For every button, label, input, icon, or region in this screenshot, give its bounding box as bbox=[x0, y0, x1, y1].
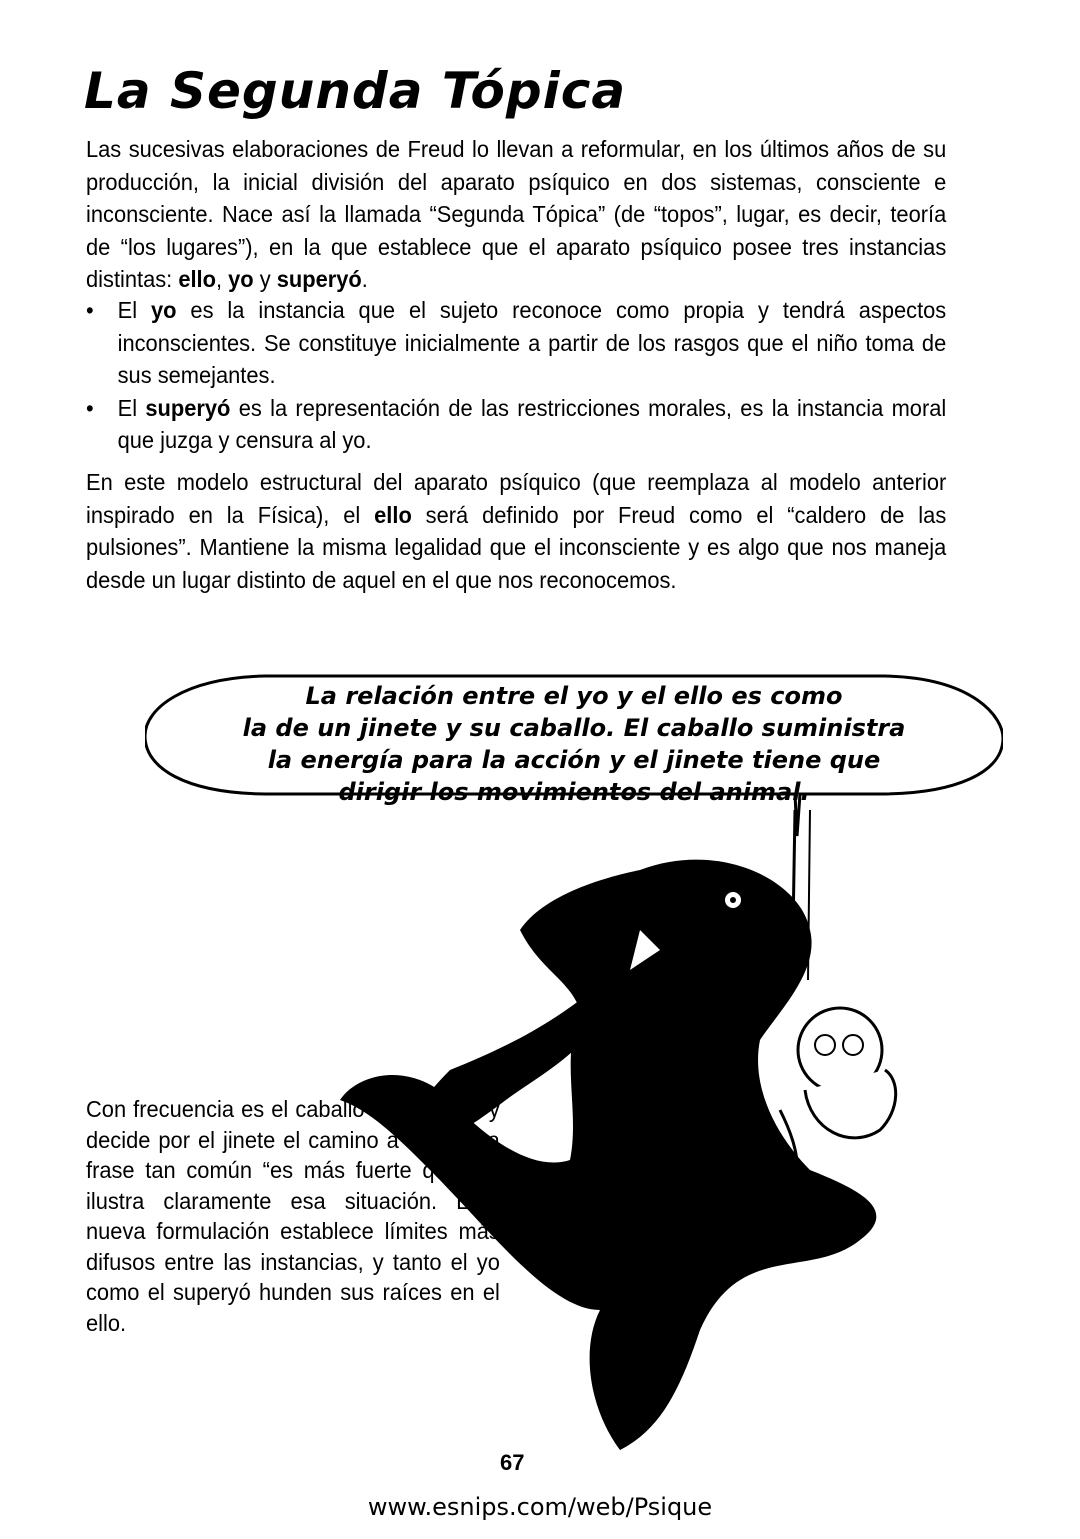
footer-url[interactable]: www.esnips.com/web/Psique bbox=[367, 1493, 713, 1521]
list-item-superyo: • El superyó es la representación de las restricciones morales, es la instancia moral que juzga y censura al yo. bbox=[86, 392, 946, 457]
speech-bubble-text: La relación entre el yo y el ello es como la de un jinete y su caballo. El caballo suministra la energía para la acción y el jinete tiene que dirigir los movimientos del animal. bbox=[242, 682, 906, 806]
list-item-yo: • El yo es la instancia que el sujeto reconoce como propia y tendrá aspectos inconscientes. Se constituye inicialmente a partir de los rasgos que el niño toma de sus semejantes. bbox=[86, 294, 946, 392]
caption-paragraph: Con frecuencia es el caballo el que guía y decide por el jinete el camino a tomar. La frase tan común “es más fuerte que yo” ilustra claramente esa situación. Esta nueva formulación establece límites más difusos entre las instancias, y tanto el yo como el superyó hunden sus raíces en el ello. bbox=[86, 1096, 500, 1336]
page-number: 67 bbox=[500, 1450, 525, 1475]
structural-paragraph: En este modelo estructural del aparato psíquico (que reemplaza al modelo anterior inspirado en la Física), el ello será definido por Freud como el “caldero de las pulsiones”. Mantiene la misma legalidad que el inconsciente y es algo que nos maneja desde un lugar distinto de aquel en el que nos reconocemos. bbox=[86, 469, 947, 593]
page-title: La Segunda Tópica bbox=[84, 62, 627, 120]
intro-paragraph: Las sucesivas elaboraciones de Freud lo llevan a reformular, en los últimos años de su producción, la inicial división del aparato psíquico en dos sistemas, consciente e inconsciente. Nace así la llamada “Segunda Tópica” (de “topos”, lugar, es decir, teoría de “los lugares”), en la que establece que el aparato psíquico posee tres instancias distintas: ello, yo y superyó. bbox=[86, 136, 947, 292]
speech-bubble bbox=[145, 668, 1003, 818]
instances-list bbox=[86, 294, 946, 457]
